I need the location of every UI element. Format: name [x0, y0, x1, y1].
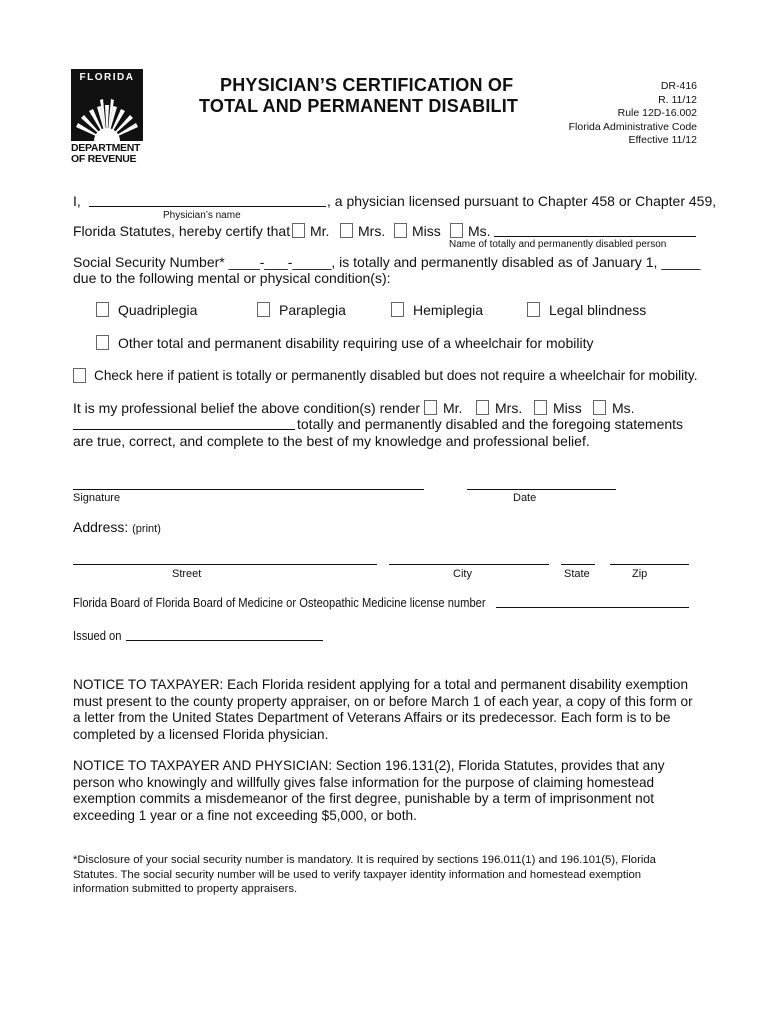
other-disability-checkbox[interactable]: [96, 335, 109, 350]
title-ms-checkbox[interactable]: [450, 223, 463, 238]
belief-miss-checkbox[interactable]: [534, 400, 547, 415]
no-wheelchair-checkbox[interactable]: [73, 368, 86, 383]
disabled-person-name-field[interactable]: [494, 236, 696, 237]
form-revision: R. 11/12: [658, 93, 697, 106]
date-field[interactable]: [467, 489, 616, 490]
belief-mrs-label: Mrs.: [495, 400, 523, 416]
legal-blindness-checkbox[interactable]: [527, 302, 540, 317]
logo-department: DEPARTMENT: [71, 142, 141, 154]
belief-mrs-checkbox[interactable]: [476, 400, 489, 415]
date-label: Date: [513, 492, 537, 504]
title-mr-label: Mr.: [310, 223, 330, 239]
form-code: Florida Administrative Code: [568, 120, 697, 133]
address-label: [73, 519, 161, 535]
zip-field[interactable]: [610, 564, 689, 565]
paraplegia-checkbox[interactable]: [257, 302, 270, 317]
address-print-note: (print): [132, 523, 161, 535]
certify-text: Florida Statutes, hereby certify that: [73, 223, 291, 239]
form-title-line2: TOTAL AND PERMANENT DISABILIT: [199, 96, 519, 116]
street-label: Street: [172, 568, 202, 580]
form-number: DR-416: [660, 80, 697, 92]
address-label-text: Address:: [73, 519, 129, 535]
logo-box: [71, 69, 143, 141]
belief-ms-label: Ms.: [612, 400, 635, 416]
other-disability-label: Other total and permanent disability requiring use of a wheelchair for mobility: [118, 335, 594, 351]
notice-to-taxpayer-and-physician: NOTICE TO TAXPAYER AND PHYSICIAN: Section 196.131(2), Florida Statutes, provides that any person who knowingly and willfully gives false information for the purpose of claiming homestead exemption commits a misdemeanor of the first degree, punishable by a term of imprisonment not exceeding 1 year or a fine not exceeding $5,000, or both.: [73, 758, 665, 823]
sunburst-icon: [71, 69, 143, 141]
legal-blindness-label: Legal blindness: [549, 302, 647, 318]
no-wheelchair-label: Check here if patient is totally or permanently disabled but does not require a wheelchair for mobility.: [94, 368, 698, 383]
form-effective: Effective 11/12: [628, 134, 697, 146]
city-label: City: [453, 568, 472, 580]
belief-prefix: It is my professional belief the above condition(s) render: [73, 400, 421, 416]
city-field[interactable]: [389, 564, 549, 565]
ssn-disclosure: *Disclosure of your social security number is mandatory. It is required by sections 196.011(1) and 196.101(5), Florida Statutes. The social security number will be used to verify taxpayer identity information and homestead exemption information submitted to property appraisers.: [73, 854, 656, 895]
title-mr-checkbox[interactable]: [292, 223, 305, 238]
title-mrs-label: Mrs.: [358, 223, 386, 239]
notice-to-taxpayer: NOTICE TO TAXPAYER: Each Florida resident applying for a total and permanent disability exemption must present to the county property appraiser, on or before March 1 of each year, a copy of this form or a letter from the United States Department of Veterans Affairs or its predecessor. Each form is to be completed by a licensed Florida physician.: [73, 677, 693, 742]
due-to-text: due to the following mental or physical condition(s):: [73, 270, 391, 286]
license-number-field[interactable]: [496, 607, 689, 608]
state-field[interactable]: [561, 564, 595, 565]
logo-of-revenue: OF REVENUE: [71, 153, 137, 165]
street-field[interactable]: [73, 564, 377, 565]
title-ms-label: Ms.: [468, 223, 491, 239]
hemiplegia-label: Hemiplegia: [413, 302, 484, 318]
physician-suffix: , a physician licensed pursuant to Chapter 458 or Chapter 459,: [327, 193, 717, 209]
i-prefix: I,: [73, 193, 81, 209]
title-miss-checkbox[interactable]: [394, 223, 407, 238]
form-title-line1: PHYSICIAN’S CERTIFICATION OF: [220, 75, 514, 95]
ssn-line[interactable]: Social Security Number* ____-___-_____, is totally and permanently disabled as of January 1, _____: [73, 254, 701, 270]
belief-ms-checkbox[interactable]: [593, 400, 606, 415]
license-label: Florida Board of Florida Board of Medicine or Osteopathic Medicine license number: [73, 595, 486, 610]
quadriplegia-checkbox[interactable]: [96, 302, 109, 317]
signature-field[interactable]: [73, 489, 424, 490]
state-label: State: [564, 568, 590, 580]
paraplegia-label: Paraplegia: [279, 302, 346, 318]
quadriplegia-label: Quadriplegia: [118, 302, 198, 318]
issued-on-label: Issued on: [73, 628, 122, 643]
signature-label: Signature: [73, 492, 121, 504]
form-rule: Rule 12D-16.002: [617, 107, 697, 119]
belief-mr-label: Mr.: [443, 400, 463, 416]
logo-top-text: FLORIDA: [79, 72, 135, 83]
disabled-person-caption: Name of totally and permanently disabled person: [449, 239, 667, 250]
florida-dor-logo: [71, 69, 145, 163]
physician-name-field[interactable]: [89, 206, 326, 207]
issued-on-field[interactable]: [126, 640, 323, 641]
form-info: [569, 80, 697, 148]
belief-mr-checkbox[interactable]: [424, 400, 437, 415]
belief-miss-label: Miss: [553, 400, 582, 416]
belief-person-name-field[interactable]: [73, 429, 295, 430]
zip-label: Zip: [632, 568, 648, 580]
physician-name-caption: Physician’s name: [163, 210, 241, 221]
hemiplegia-checkbox[interactable]: [391, 302, 404, 317]
belief-line3: are true, correct, and complete to the best of my knowledge and professional belief.: [73, 433, 590, 449]
belief-line2: totally and permanently disabled and the foregoing statements: [297, 416, 684, 432]
title-miss-label: Miss: [412, 223, 441, 239]
title-mrs-checkbox[interactable]: [340, 223, 353, 238]
